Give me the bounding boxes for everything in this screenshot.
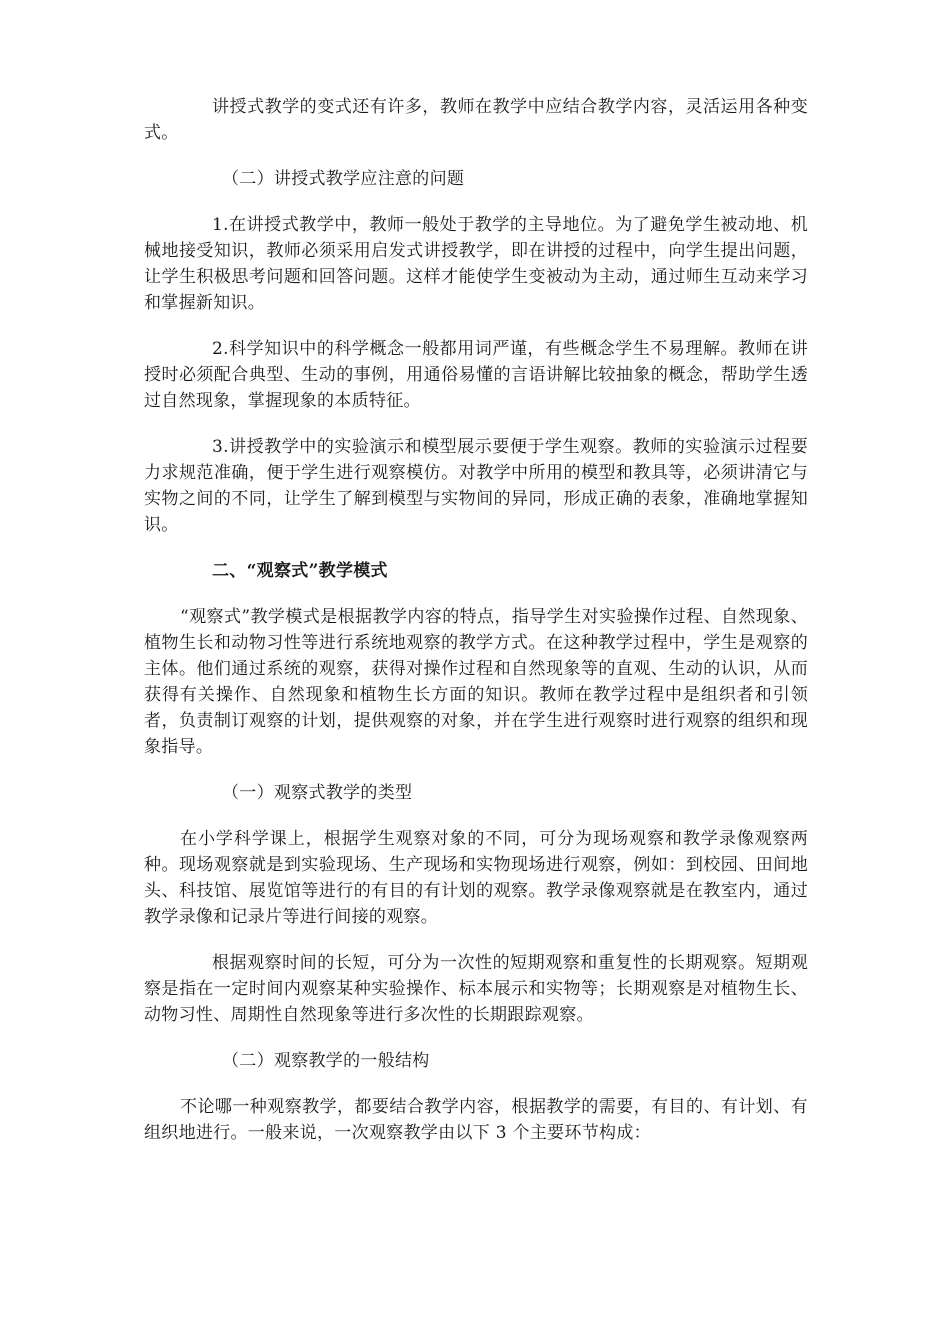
subheading-observation-types: （一）观察式教学的类型 <box>222 783 413 803</box>
section-heading-observation-model: 二、“观察式”教学模式 <box>212 561 388 581</box>
paragraph-observation-intro: “观察式”教学模式是根据教学内容的特点，指导学生对实验操作过程、自然现象、植物生长和动物习性等进行系统地观察的教学方式。在这种教学过程中，学生是观察的主体。他们通过系统的观察，获得对操作过程和自然现象等的直观、生动的认识，从而获得有关操作、自然现象和植物生长方面的知识。教师在教学过程中是组织者和引领者，负责制订观察的计划，提供观察的对象，并在学生进行观察时进行观察的组织和现象指导。 <box>144 607 808 757</box>
paragraph-issue-3: 3.讲授教学中的实验演示和模型展示要便于学生观察。教师的实验演示过程要力求规范准确，便于学生进行观察模仿。对教学中所用的模型和教具等，必须讲清它与实物之间的不同，让学生了解到模型与实物间的异同，形成正确的表象，准确地掌握知识。 <box>144 437 808 535</box>
paragraph-lecture-variants: 讲授式教学的变式还有许多，教师在教学中应结合教学内容，灵活运用各种变式。 <box>144 97 808 143</box>
paragraph-observation-types: 在小学科学课上，根据学生观察对象的不同，可分为现场观察和教学录像观察两种。现场观察就是到实验现场、生产现场和实物现场进行观察，例如：到校园、田间地头、科技馆、展览馆等进行的有目的有计划的观察。教学录像观察就是在教室内，通过教学录像和记录片等进行间接的观察。 <box>144 829 808 927</box>
document-body <box>144 94 808 1166</box>
subheading-lecture-issues: （二）讲授式教学应注意的问题 <box>222 169 465 189</box>
paragraph-observation-duration: 根据观察时间的长短，可分为一次性的短期观察和重复性的长期观察。短期观察是指在一定时间内观察某种实验操作、标本展示和实物等；长期观察是对植物生长、动物习性、周期性自然现象等进行多次性的长期跟踪观察。 <box>144 953 808 1025</box>
paragraph-issue-2: 2.科学知识中的科学概念一般都用词严谨，有些概念学生不易理解。教师在讲授时必须配合典型、生动的事例，用通俗易懂的言语讲解比较抽象的概念，帮助学生透过自然现象，掌握现象的本质特征。 <box>144 339 808 411</box>
subheading-observation-structure: （二）观察教学的一般结构 <box>222 1051 430 1071</box>
paragraph-issue-1: 1.在讲授式教学中，教师一般处于教学的主导地位。为了避免学生被动地、机械地接受知识，教师必须采用启发式讲授教学，即在讲授的过程中，向学生提出问题，让学生积极思考问题和回答问题。这样才能使学生变被动为主动，通过师生互动来学习和掌握新知识。 <box>144 215 808 313</box>
paragraph-observation-structure: 不论哪一种观察教学，都要结合教学内容，根据教学的需要，有目的、有计划、有组织地进行。一般来说，一次观察教学由以下 3 个主要环节构成： <box>144 1097 808 1143</box>
